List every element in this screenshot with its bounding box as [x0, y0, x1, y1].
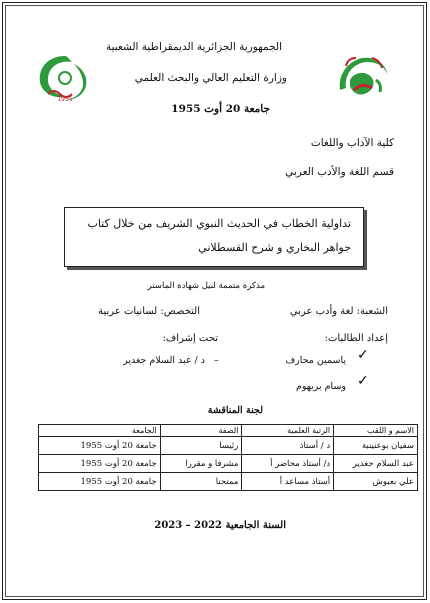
republic-name: الجمهورية الجزائرية الديمقراطية الشعبية: [105, 41, 282, 53]
ministry-name: وزارة التعليم العالي والبحث العلمي: [134, 72, 287, 84]
member-rank: د / أستاذ: [242, 437, 334, 455]
table-row: [39, 455, 418, 473]
header-rank: الرتبة العلمية: [242, 425, 334, 437]
table-header-row: [39, 425, 418, 437]
member-rank: د/ أستاذ محاضر أ: [242, 455, 334, 473]
member-university: جامعة 20 أوت 1955: [39, 455, 161, 473]
member-role: ممتحنا: [160, 473, 242, 491]
table-row: [39, 437, 418, 455]
table-row: [39, 473, 418, 491]
students-label: إعداد الطالبات:: [324, 333, 388, 344]
checkmark-icon: ✓: [357, 373, 369, 389]
supervisor-dash: –: [214, 355, 219, 366]
member-university: جامعة 20 أوت 1955: [39, 473, 161, 491]
university-logo-left: [34, 52, 96, 104]
member-rank: أستاذ مساعد أ: [242, 473, 334, 491]
svg-text:1955: 1955: [57, 96, 73, 103]
department-name: قسم اللغة والأدب العربي: [285, 166, 394, 178]
student-name-2: وسام بريهوم: [295, 381, 346, 392]
university-name: جامعة 20 أوت 1955: [171, 103, 270, 115]
supervisor-name: د / عبد السلام جغدير: [123, 355, 205, 366]
member-name: علي بعبوش: [334, 473, 418, 491]
header-name: الاسم و اللقب: [334, 425, 418, 437]
branch: الشعبة: لغة وأدب عربي: [289, 306, 388, 317]
thesis-subtitle: مذكرة متممة لنيل شهادة الماستر: [147, 281, 265, 291]
header-role: الصفة: [160, 425, 242, 437]
member-name: عبد السلام جغدير: [334, 455, 418, 473]
member-role: مشرفا و مقررا: [160, 455, 242, 473]
committee-title: لجنة المناقشة: [207, 405, 263, 416]
committee-table: [38, 424, 418, 491]
supervision-label: تحت إشراف:: [162, 333, 218, 344]
member-name: سفيان بوعنينبة: [334, 437, 418, 455]
thesis-title-box: [64, 207, 364, 267]
academic-year: السنة الجامعية 2022 – 2023: [154, 520, 286, 531]
member-role: رئيسا: [160, 437, 242, 455]
thesis-title-line-2: جواهر البخاري و شرح القسطلاني: [198, 241, 351, 254]
member-university: جامعة 20 أوت 1955: [39, 437, 161, 455]
faculty-name: كلية الآداب واللغات: [310, 137, 394, 149]
student-name-1: ياسمين محارف: [285, 355, 346, 366]
thesis-title-line-1: تداولية الخطاب في الحديث النبوي الشريف من خلال كتاب: [87, 217, 351, 230]
header-university: الجامعة: [39, 425, 161, 437]
specialty: التخصص: لسانيات عربية: [98, 306, 200, 317]
checkmark-icon: ✓: [357, 347, 369, 363]
university-logo-right: [332, 50, 394, 102]
